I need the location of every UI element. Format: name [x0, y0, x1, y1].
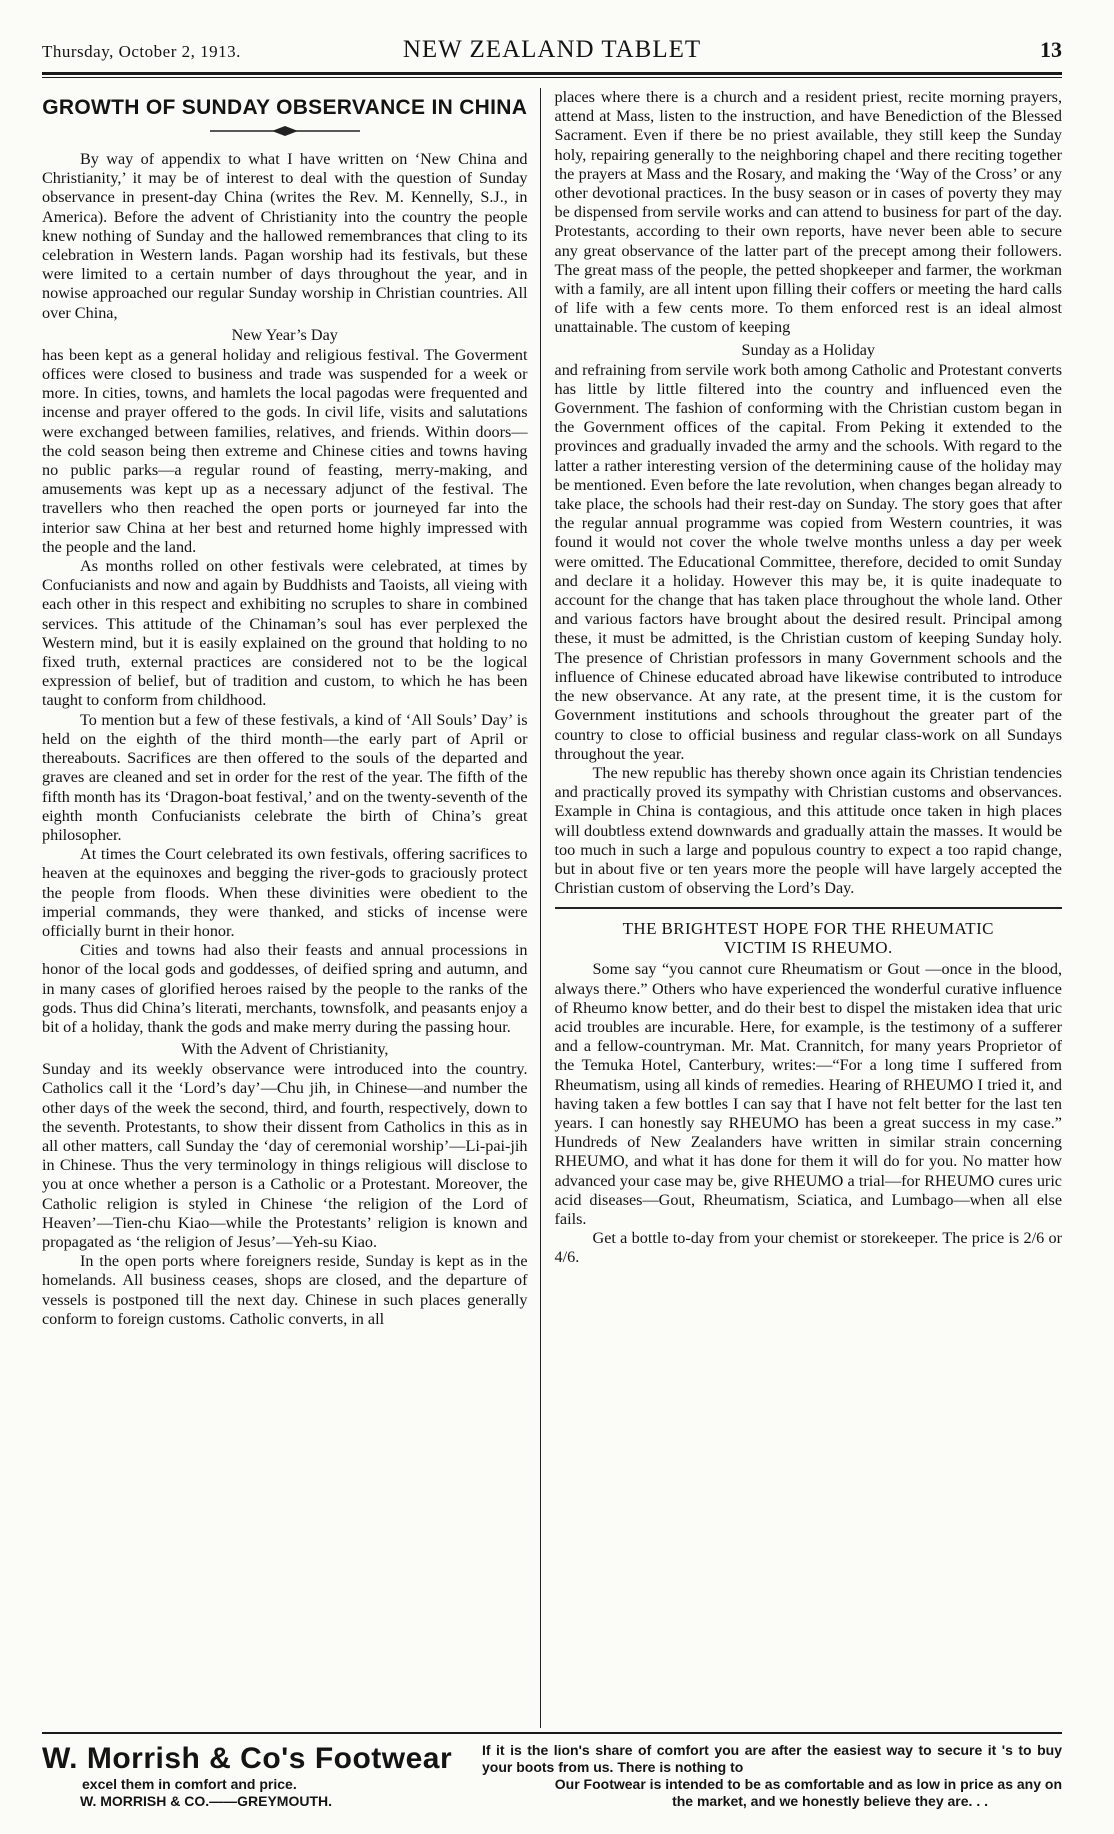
rheumo-paragraph: Some say “you cannot cure Rheumatism or Gout —once in the blood, always there.” Others who have experienced the wonderful curative influence of Rheumo know better, and do their best to dispel the mistaken idea that uric acid troubles are incurable. Here, for example, is the testimony of a sufferer and a fellow-countryman. Mr. Mat. Crannitch, for many years Proprietor of the Temuka Hotel, Canterbury, writes:—“For a long time I suffered from Rheumatism, using all kinds of remedies. Hearing of RHEUMO I tried it, and having taken a few bottles I can say that I have not felt better for the last ten years. I can honestly say RHEUMO has been a great success in my case.” Hundreds of New Zealanders have written in similar strain concerning RHEUMO, and what it has done for them it will do for you. No matter how advanced your case may be, give RHEUMO a trial—for RHEUMO cures uric acid diseases—Gout, Rheumatism, Sciatica, and Lumbago—when all else fails.	[554, 960, 1062, 1228]
footer-text-top: If it is the lion's share of comfort you are after the easiest way to secure it 's to buy your boots from us. There is nothing to	[482, 1742, 1062, 1775]
article-right-paragraph: The new republic has thereby shown once again its Christian tendencies and practically proved its sympathy with Christian customs and observances. Example in China is contagious, and this attitude once taken in high places will doubtless extend downwards and gradually attain the masses. It would be too much in such a large and populous country to expect a too rapid change, but in about five or ten years more the people will have largely accepted the Christian custom of observing the Lord’s Day.	[554, 763, 1062, 898]
article-left-paragraph: Sunday and its weekly observance were introduced into the country. Catholics call it the ‘Lord’s day’—Chu jih, in Chinese—and number the other days of the week the second, third, and fourth, respectively, down to the seventh. Protestants, to show their dissent from Catholics in this as in all other matters, call Sunday the ‘day of ceremonial worship’—Li-pai-jih in Chinese. Thus the very terminology in things religious will disclose to you at once whether a person is a Catholic or a Protestant. Moreover, the Catholic religion is styled in Chinese ‘the religion of the Lord of Heaven’—Tien-chu Kiao—while the Protestants’ religion is known and propagated as ‘the religion of Jesus’—Yeh-su Kiao.	[42, 1060, 528, 1251]
article-left-paragraph: has been kept as a general holiday and religious festival. The Goverment offices were closed to business and trade was suspended for a week or more. In cities, towns, and hamlets the local pagodas were frequented and incense and prayer offered to the gods. In civil life, visits and salutations were exchanged between families, relatives, and friends. Within doors—the cold season being then extreme and Chinese cities and towns having no public parks—a regular round of feasting, merry-making, and amusements was kept up as a necessary adjunct of the festival. The travellers who then reached the open ports or journeyed far into the interior saw China at her best and returned home highly impressed with the people and the land.	[42, 345, 528, 556]
article-left-paragraph: By way of appendix to what I have written on ‘New China and Christianity,’ it may be of interest to deal with the question of Sunday observance in present-day China (writes the Rev. M. Kennelly, S.J., in America). Before the advent of Christianity into the country the people knew nothing of Sunday and the hallowed remembrances that cling to its celebration in Western lands. Pagan worship had its festivals, but these were limited to a certain number of days throughout the year, and in nowise approached our regular Sunday worship in Christian countries. All over China,	[42, 150, 528, 322]
two-column-body	[42, 88, 1062, 1728]
footer-line-3	[42, 1793, 1062, 1810]
footer-line-2	[42, 1776, 1062, 1793]
article-left-subheading: New Year’s Day	[231, 325, 338, 344]
article-right-subheading: Sunday as a Holiday	[741, 340, 876, 359]
page-number: 13	[1039, 37, 1062, 62]
headline-ornament	[42, 124, 528, 138]
right-column	[541, 88, 1062, 1728]
rheumo-headline	[555, 919, 1062, 957]
article-left-paragraph: As months rolled on other festivals were celebrated, at times by Confucianists and now and again by Buddhists and Taoists, all vieing with each other in this respect and exhibiting no scruples to share in combined services. This attitude of the Chinaman’s soul has ever perplexed the Western mind, but it is easily explained on the ground that holding to no fixed truth, external practices are considered not to be the logical expression of belief, but of tradition and custom, to which he has been taught to conform from childhood.	[42, 557, 528, 710]
article-left-flow	[42, 150, 528, 1329]
article-left-subheading: With the Advent of Christianity,	[181, 1040, 389, 1059]
footer-line3-right: the market, and we honestly believe they are. . .	[672, 1793, 988, 1809]
issue-date: Thursday, October 2, 1913.	[42, 42, 241, 61]
rheumo-headline-line2: VICTIM IS RHEUMO.	[723, 938, 893, 958]
footer-line3-left: W. MORRISH & CO.——GREYMOUTH.	[80, 1793, 332, 1809]
article-left-paragraph: Cities and towns had also their feasts and annual processions in honor of the local gods and goddesses, of deified spring and autumn, and in many cases of glorified heroes raised by the people to the ranks of the gods. Thus did China’s literati, merchants, townsfolk, and peasants enjoy a bit of a holiday, thank the gods and make merry during the passing hour.	[42, 941, 528, 1036]
article-headline: GROWTH OF SUNDAY OBSERVANCE IN CHINA	[42, 96, 528, 119]
masthead-rule-thin	[42, 77, 1062, 78]
newspaper-title: NEW ZEALAND TABLET	[402, 36, 702, 63]
footer-brand: W. Morrish & Co's Footwear	[42, 1742, 453, 1775]
article-left-paragraph: To mention but a few of these festivals, a kind of ‘All Souls’ Day’ is held on the eighth of the third month—the early part of April or thereabouts. Sacrifices are then offered to the souls of the departed and graves are cleaned and set in order for the rest of the year. The fifth of the fifth month has its ‘Dragon-boat festival,’ and on the twenty-seventh of the eighth month Confucianists celebrate the birth of China’s great philosopher.	[42, 710, 528, 844]
rheumo-paragraph: Get a bottle to-day from your chemist or storekeeper. The price is 2/6 or 4/6.	[554, 1229, 1062, 1267]
masthead	[42, 36, 1062, 66]
article-right-paragraph: and refraining from servile work both among Catholic and Protestant converts has little by little filtered into the country and influenced even the Government. The fashion of conforming with the Christian custom began in the Government offices of the capital. From Peking it extended to the provinces and gradually invaded the army and the schools. With regard to the latter a rather interesting version of the determining cause of the holiday may be mentioned. Even before the late revolution, when changes began already to take place, the schools had their rest-day on Sunday. The story goes that after the regular annual programme was copied from Western countries, it was found it would not cover the whole twelve months unless a day per week were omitted. The Educational Committee, therefore, decided to omit Sunday and declare it a holiday. However this may be, it is quite inadequate to account for the change that has taken place throughout the whole land. Other and various factors have brought about the desired result. Principal among these, it must be admitted, is the Christian custom of keeping Sunday holy. The presence of Christian professors in many Government schools and the influence of Chinese educated abroad have likewise contributed to introduce the new observance. At any rate, at the present time, it is the custom for Government institutions and schools throughout the greater part of the country to close to official business and regular class-work on all Sundays throughout the year.	[554, 360, 1062, 763]
footer-line2-left: excel them in comfort and price.	[82, 1776, 297, 1792]
left-column	[42, 88, 540, 1728]
rheumo-advertisement	[555, 960, 1062, 1267]
rheumo-headline-line1: THE BRIGHTEST HOPE FOR THE RHEUMATIC	[622, 919, 994, 939]
footer-line2-right: Our Footwear is intended to be as comfortable and as low in price as any on	[554, 1776, 1062, 1792]
footer-advertisement	[42, 1734, 1062, 1776]
masthead-rule	[42, 72, 1062, 75]
section-separator	[555, 907, 1062, 909]
article-right-flow	[555, 88, 1062, 898]
article-right-paragraph: places where there is a church and a resident priest, recite morning prayers, attend at Mass, listen to the instruction, and have Benediction of the Blessed Sacrament. Even if there be no priest available, they still keep the Sunday holy, repairing generally to the neighboring chapel and there reciting together the prayers at Mass and the Rosary, and making the ‘Way of the Cross’ or any other devotional practices. In the busy season or in cases of poverty they may be dispensed from servile works and can attend to business for part of the day. Protestants, according to their own reports, have never been able to secure any great observance of the latter part of the precept among their followers. The great mass of the people, the petted shopkeeper and farmer, the workman with a family, are all intent upon filling their coffers or meeting the hard calls of life with a few cents more. To them enforced rest is an ideal almost unattainable. The custom of keeping	[554, 88, 1062, 337]
article-left-paragraph: In the open ports where foreigners reside, Sunday is kept as in the homelands. All business ceases, shops are closed, and the departure of vessels is postponed till the next day. Chinese in such places generally conform to foreign customs. Catholic converts, in all	[42, 1252, 528, 1328]
article-left-paragraph: At times the Court celebrated its own festivals, offering sacrifices to heaven at the equinoxes and begging the river-gods to graciously protect the people from floods. When these divinities were obedient to the imperial commands, they were thanked, and sticks of incense were officially burnt in their honor.	[42, 845, 528, 940]
footer-lines	[42, 1776, 1062, 1810]
footer-brand-block	[42, 1742, 482, 1776]
